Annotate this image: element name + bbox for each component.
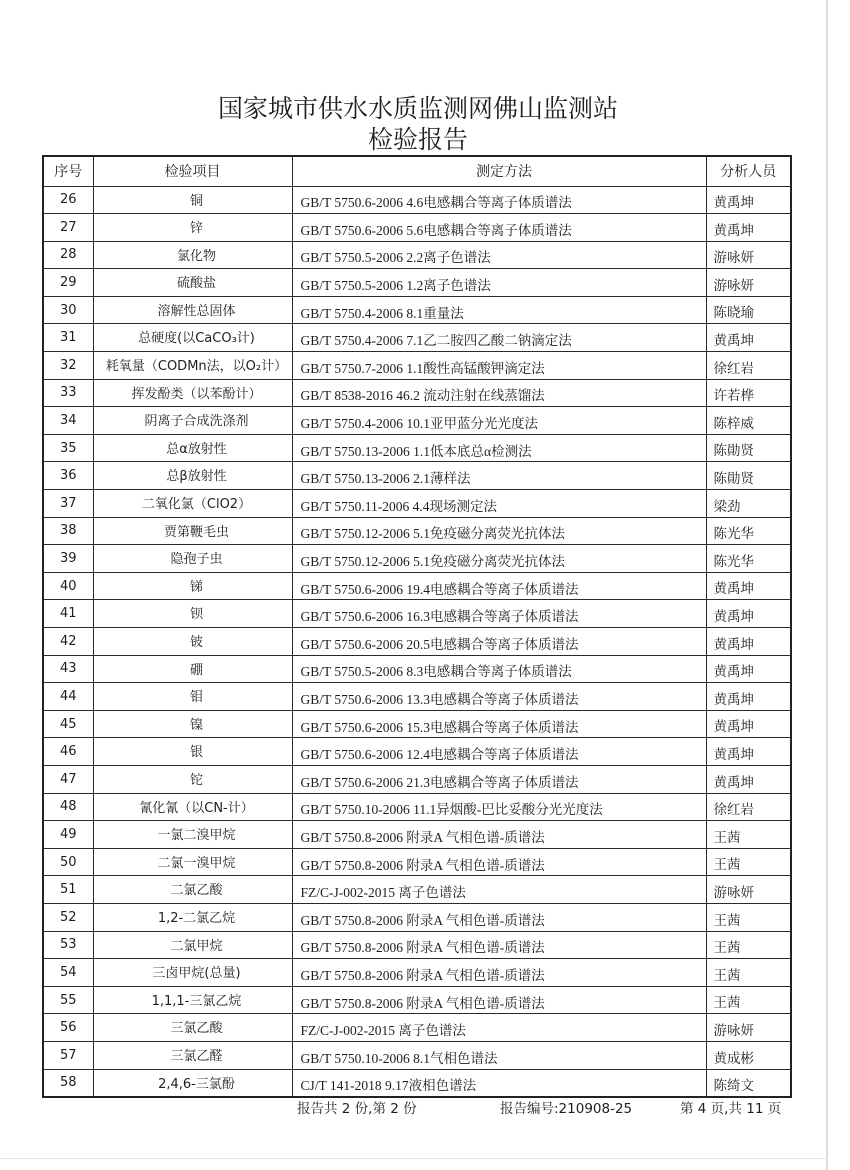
table-row: [43, 1041, 791, 1069]
method-cell: GB/T 5750.6-2006 16.3电感耦合等离子体质谱法: [292, 600, 706, 628]
test-item-cell: 溶解性总固体: [93, 296, 292, 324]
row-number-cell: 42: [43, 628, 93, 656]
analyst-cell: 黄禹坤: [706, 324, 791, 352]
row-number-cell: 37: [43, 490, 93, 518]
row-number-cell: 28: [43, 241, 93, 269]
test-item-cell: 总β放射性: [93, 462, 292, 490]
table-row: [43, 186, 791, 214]
method-cell: GB/T 5750.10-2006 11.1异烟酸-巴比妥酸分光光度法: [292, 793, 706, 821]
row-number-cell: 40: [43, 572, 93, 600]
column-header-test-item: 检验项目: [93, 156, 292, 186]
method-cell: GB/T 5750.4-2006 8.1重量法: [292, 296, 706, 324]
analyst-cell: 陈光华: [706, 545, 791, 573]
row-number-cell: 56: [43, 1014, 93, 1042]
table-row: [43, 379, 791, 407]
row-number-cell: 57: [43, 1041, 93, 1069]
column-header-analyst: 分析人员: [706, 156, 791, 186]
test-item-cell: 氰化氰（以CN-计）: [93, 793, 292, 821]
footer-page-number: 第 4 页,共 11 页: [680, 1101, 782, 1117]
test-item-cell: 硫酸盐: [93, 269, 292, 297]
scan-edge-bottom: [0, 1158, 828, 1159]
table-row: [43, 352, 791, 380]
test-item-cell: 一氯二溴甲烷: [93, 821, 292, 849]
test-item-cell: 耗氧量（CODMn法，以O₂计）: [93, 352, 292, 380]
table-row: [43, 793, 791, 821]
test-item-cell: 总α放射性: [93, 434, 292, 462]
row-number-cell: 44: [43, 683, 93, 711]
method-cell: GB/T 5750.8-2006 附录A 气相色谱-质谱法: [292, 903, 706, 931]
table-row: [43, 545, 791, 573]
row-number-cell: 30: [43, 296, 93, 324]
analyst-cell: 游咏妍: [706, 241, 791, 269]
table-row: [43, 903, 791, 931]
footer-report-number: 报告编号:210908-25: [500, 1101, 633, 1117]
table-header-row: [43, 156, 791, 186]
method-cell: GB/T 5750.6-2006 12.4电感耦合等离子体质谱法: [292, 738, 706, 766]
method-cell: GB/T 5750.5-2006 2.2离子色谱法: [292, 241, 706, 269]
analyst-cell: 梁劲: [706, 490, 791, 518]
table-row: [43, 214, 791, 242]
row-number-cell: 50: [43, 848, 93, 876]
method-cell: GB/T 5750.8-2006 附录A 气相色谱-质谱法: [292, 986, 706, 1014]
method-cell: FZ/C-J-002-2015 离子色谱法: [292, 1014, 706, 1042]
analyst-cell: 陈勛贤: [706, 434, 791, 462]
test-item-cell: 贾第鞭毛虫: [93, 517, 292, 545]
table-row: [43, 848, 791, 876]
analyst-cell: 王茜: [706, 903, 791, 931]
analyst-cell: 徐红岩: [706, 793, 791, 821]
row-number-cell: 36: [43, 462, 93, 490]
table-row: [43, 959, 791, 987]
table-header: [43, 156, 791, 186]
analyst-cell: 黄禹坤: [706, 738, 791, 766]
method-cell: GB/T 5750.5-2006 1.2离子色谱法: [292, 269, 706, 297]
row-number-cell: 29: [43, 269, 93, 297]
table-row: [43, 683, 791, 711]
test-item-cell: 铊: [93, 765, 292, 793]
test-methods-table: [42, 155, 792, 1098]
row-number-cell: 38: [43, 517, 93, 545]
row-number-cell: 46: [43, 738, 93, 766]
report-title: 国家城市供水水质监测网佛山监测站: [217, 94, 618, 123]
analyst-cell: 黄禹坤: [706, 186, 791, 214]
table-row: [43, 434, 791, 462]
table-row: [43, 738, 791, 766]
test-item-cell: 二氯一溴甲烷: [93, 848, 292, 876]
column-header-number: 序号: [43, 156, 93, 186]
test-item-cell: 隐孢子虫: [93, 545, 292, 573]
test-item-cell: 氯化物: [93, 241, 292, 269]
method-cell: FZ/C-J-002-2015 离子色谱法: [292, 876, 706, 904]
method-cell: GB/T 5750.6-2006 15.3电感耦合等离子体质谱法: [292, 710, 706, 738]
row-number-cell: 48: [43, 793, 93, 821]
method-cell: GB/T 5750.8-2006 附录A 气相色谱-质谱法: [292, 931, 706, 959]
test-item-cell: 锑: [93, 572, 292, 600]
method-cell: GB/T 8538-2016 46.2 流动注射在线蒸馏法: [292, 379, 706, 407]
table-row: [43, 490, 791, 518]
test-item-cell: 锌: [93, 214, 292, 242]
row-number-cell: 27: [43, 214, 93, 242]
test-item-cell: 总硬度(以CaCO₃计): [93, 324, 292, 352]
method-cell: GB/T 5750.13-2006 2.1薄样法: [292, 462, 706, 490]
table-row: [43, 407, 791, 435]
report-subtitle: 检验报告: [367, 125, 468, 154]
test-item-cell: 硼: [93, 655, 292, 683]
table-row: [43, 710, 791, 738]
test-item-cell: 二氧化氯（ClO2）: [93, 490, 292, 518]
test-item-cell: 阴离子合成洗涤剂: [93, 407, 292, 435]
analyst-cell: 黄禹坤: [706, 214, 791, 242]
row-number-cell: 41: [43, 600, 93, 628]
table-row: [43, 931, 791, 959]
table-row: [43, 628, 791, 656]
row-number-cell: 43: [43, 655, 93, 683]
row-number-cell: 39: [43, 545, 93, 573]
method-cell: GB/T 5750.10-2006 8.1气相色谱法: [292, 1041, 706, 1069]
method-cell: GB/T 5750.6-2006 13.3电感耦合等离子体质谱法: [292, 683, 706, 711]
analyst-cell: 许若桦: [706, 379, 791, 407]
row-number-cell: 58: [43, 1069, 93, 1097]
row-number-cell: 49: [43, 821, 93, 849]
test-item-cell: 二氯乙酸: [93, 876, 292, 904]
table-row: [43, 572, 791, 600]
table-row: [43, 986, 791, 1014]
table-row: [43, 1069, 791, 1097]
method-cell: GB/T 5750.12-2006 5.1免疫磁分离荧光抗体法: [292, 517, 706, 545]
analyst-cell: 黄禹坤: [706, 628, 791, 656]
analyst-cell: 黄禹坤: [706, 683, 791, 711]
table-row: [43, 655, 791, 683]
row-number-cell: 51: [43, 876, 93, 904]
method-cell: CJ/T 141-2018 9.17液相色谱法: [292, 1069, 706, 1097]
table-row: [43, 241, 791, 269]
analyst-cell: 陈绮文: [706, 1069, 791, 1097]
analyst-cell: 黄成彬: [706, 1041, 791, 1069]
test-item-cell: 铜: [93, 186, 292, 214]
row-number-cell: 26: [43, 186, 93, 214]
table-row: [43, 821, 791, 849]
table-row: [43, 517, 791, 545]
method-cell: GB/T 5750.6-2006 21.3电感耦合等离子体质谱法: [292, 765, 706, 793]
table-row: [43, 876, 791, 904]
row-number-cell: 54: [43, 959, 93, 987]
analyst-cell: 王茜: [706, 986, 791, 1014]
row-number-cell: 34: [43, 407, 93, 435]
test-item-cell: 三卤甲烷(总量): [93, 959, 292, 987]
row-number-cell: 32: [43, 352, 93, 380]
method-cell: GB/T 5750.13-2006 1.1低本底总α检测法: [292, 434, 706, 462]
row-number-cell: 33: [43, 379, 93, 407]
table-row: [43, 296, 791, 324]
method-cell: GB/T 5750.8-2006 附录A 气相色谱-质谱法: [292, 848, 706, 876]
row-number-cell: 45: [43, 710, 93, 738]
test-item-cell: 镍: [93, 710, 292, 738]
row-number-cell: 53: [43, 931, 93, 959]
method-cell: GB/T 5750.8-2006 附录A 气相色谱-质谱法: [292, 959, 706, 987]
analyst-cell: 游咏妍: [706, 876, 791, 904]
test-item-cell: 2,4,6-三氯酚: [93, 1069, 292, 1097]
test-item-cell: 钼: [93, 683, 292, 711]
method-cell: GB/T 5750.7-2006 1.1酸性高锰酸钾滴定法: [292, 352, 706, 380]
scan-edge-right: [826, 0, 828, 1170]
analyst-cell: 王茜: [706, 848, 791, 876]
test-item-cell: 三氯乙酸: [93, 1014, 292, 1042]
row-number-cell: 55: [43, 986, 93, 1014]
table-row: [43, 269, 791, 297]
analyst-cell: 陈晓瑜: [706, 296, 791, 324]
analyst-cell: 王茜: [706, 959, 791, 987]
row-number-cell: 31: [43, 324, 93, 352]
method-cell: GB/T 5750.6-2006 4.6电感耦合等离子体质谱法: [292, 186, 706, 214]
method-cell: GB/T 5750.6-2006 20.5电感耦合等离子体质谱法: [292, 628, 706, 656]
method-cell: GB/T 5750.6-2006 19.4电感耦合等离子体质谱法: [292, 572, 706, 600]
test-item-cell: 银: [93, 738, 292, 766]
method-cell: GB/T 5750.12-2006 5.1免疫磁分离荧光抗体法: [292, 545, 706, 573]
analyst-cell: 王茜: [706, 821, 791, 849]
method-cell: GB/T 5750.11-2006 4.4现场测定法: [292, 490, 706, 518]
analyst-cell: 黄禹坤: [706, 655, 791, 683]
analyst-cell: 黄禹坤: [706, 572, 791, 600]
method-cell: GB/T 5750.5-2006 8.3电感耦合等离子体质谱法: [292, 655, 706, 683]
method-cell: GB/T 5750.4-2006 7.1乙二胺四乙酸二钠滴定法: [292, 324, 706, 352]
analyst-cell: 游咏妍: [706, 1014, 791, 1042]
row-number-cell: 52: [43, 903, 93, 931]
method-cell: GB/T 5750.6-2006 5.6电感耦合等离子体质谱法: [292, 214, 706, 242]
analyst-cell: 陈光华: [706, 517, 791, 545]
test-item-cell: 钡: [93, 600, 292, 628]
analyst-cell: 游咏妍: [706, 269, 791, 297]
test-item-cell: 1,2-二氯乙烷: [93, 903, 292, 931]
analyst-cell: 黄禹坤: [706, 710, 791, 738]
table-row: [43, 462, 791, 490]
table-row: [43, 600, 791, 628]
table-body: [43, 186, 791, 1097]
test-item-cell: 二氯甲烷: [93, 931, 292, 959]
analyst-cell: 陈勛贤: [706, 462, 791, 490]
method-cell: GB/T 5750.4-2006 10.1亚甲蓝分光光度法: [292, 407, 706, 435]
test-item-cell: 铍: [93, 628, 292, 656]
footer-copies: 报告共 2 份,第 2 份: [297, 1101, 417, 1117]
analyst-cell: 徐红岩: [706, 352, 791, 380]
table-row: [43, 324, 791, 352]
analyst-cell: 黄禹坤: [706, 765, 791, 793]
table-row: [43, 765, 791, 793]
test-item-cell: 挥发酚类（以苯酚计）: [93, 379, 292, 407]
analyst-cell: 陈梓威: [706, 407, 791, 435]
analyst-cell: 王茜: [706, 931, 791, 959]
test-item-cell: 1,1,1-三氯乙烷: [93, 986, 292, 1014]
row-number-cell: 35: [43, 434, 93, 462]
column-header-method: 测定方法: [292, 156, 706, 186]
row-number-cell: 47: [43, 765, 93, 793]
table-row: [43, 1014, 791, 1042]
analyst-cell: 黄禹坤: [706, 600, 791, 628]
test-item-cell: 三氯乙醛: [93, 1041, 292, 1069]
method-cell: GB/T 5750.8-2006 附录A 气相色谱-质谱法: [292, 821, 706, 849]
